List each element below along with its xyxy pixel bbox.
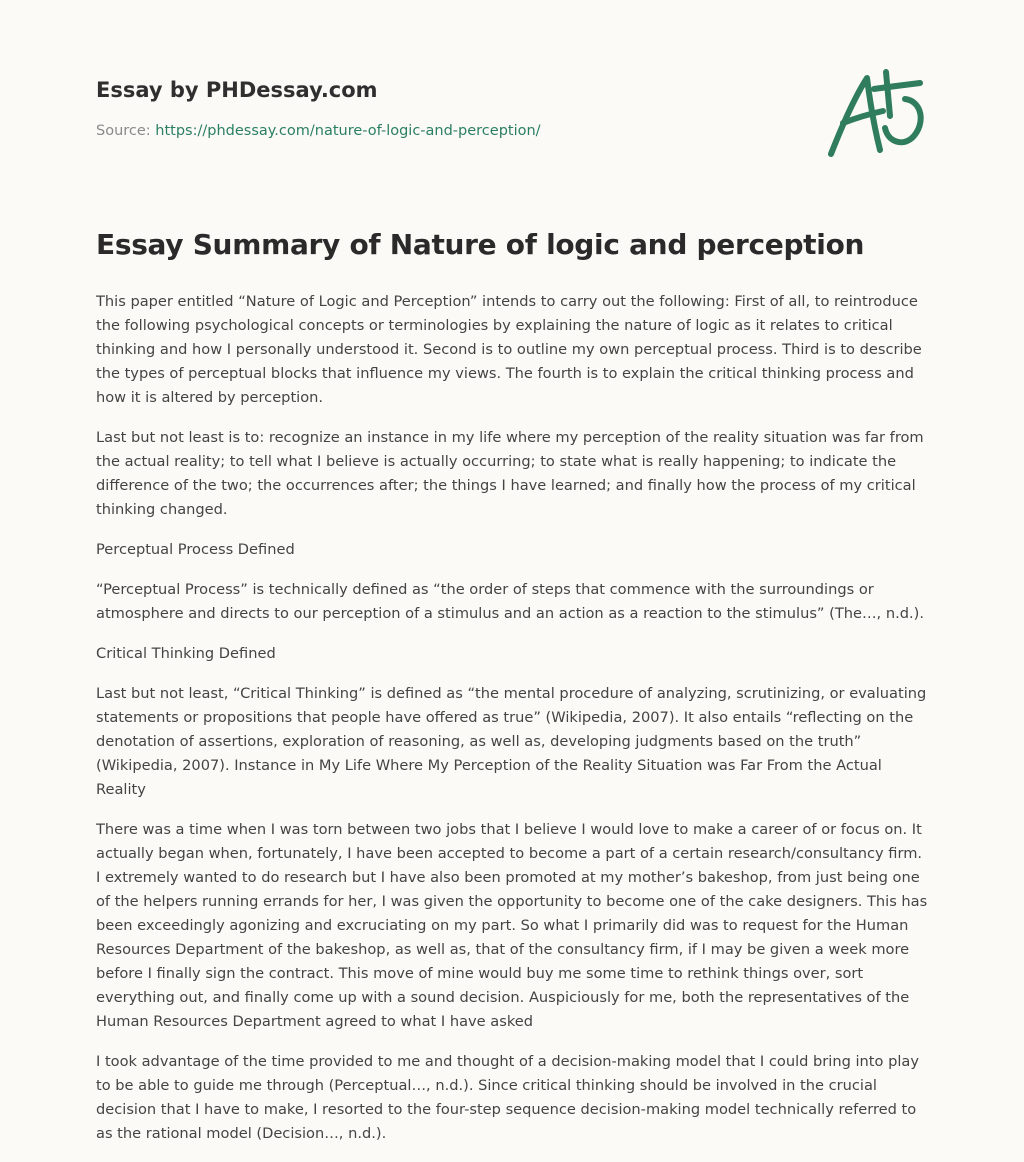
source-link[interactable]: https://phdessay.com/nature-of-logic-and-perception/ <box>155 123 541 139</box>
section-heading: Perceptual Process Defined <box>96 541 295 558</box>
paragraph: This paper entitled “Nature of Logic and Perception” intends to carry out the following: First of all, to reintroduce the following psychological concepts or terminologies by explaining the nature of logic as it relates to critical thinking and how I personally understood it. Second is to outline my own perceptual process. Third is to describe the types of perceptual blocks that influence my views. The fourth is to explain the critical thinking process and how it is altered by perception. <box>96 293 922 406</box>
section-heading: Critical Thinking Defined <box>96 645 276 662</box>
article <box>96 226 930 1162</box>
source-label: Source: <box>96 123 151 139</box>
paragraph: Last but not least, “Critical Thinking” is defined as “the mental procedure of analyzing, scrutinizing, or evaluating statements or propositions that people have offered as true” (Wikipedia, 2007). It also entails “reflecting on the denotation of assertions, exploration of reasoning, as well as, developing judgments based on the truth” (Wikipedia, 2007). Instance in My Life Where My Perception of the Reality Situation was Far From the Actual Reality <box>96 685 927 798</box>
paragraph: There was a time when I was torn between two jobs that I believe I would love to make a career of or focus on. It actually began when, fortunately, I have been accepted to become a part of a certain research/consultancy firm. I extremely wanted to do research but I have also been promoted at my mother’s bakeshop, from just being one of the helpers running errands for her, I was given the opportunity to become one of the cake designers. This has been exceedingly agonizing and excruciating on my part. So what I primarily did was to request for the Human Resources Department of the bakeshop, as well as, that of the consultancy firm, if I may be given a week more before I finally sign the contract. This move of mine would buy me some time to rethink things over, sort everything out, and finally come up with a sound decision. Auspiciously for me, both the representatives of the Human Resources Department agreed to what I have asked <box>96 821 928 1030</box>
paragraph: I took advantage of the time provided to me and thought of a decision-making model that I could bring into play to be able to guide me through (Perceptual…, n.d.). Since critical thinking should be involved in the crucial decision that I have to make, I resorted to the four-step sequence decision-making model technically referred to as the rational model (Decision…, n.d.). <box>96 1053 919 1142</box>
site-brand: Essay by PHDessay.com <box>96 78 378 102</box>
a-plus-logo <box>824 68 928 164</box>
paragraph: Last but not least is to: recognize an instance in my life where my perception of the reality situation was far from the actual reality; to tell what I believe is actually occurring; to state what is really happening; to indicate the difference of the two; the occurrences after; the things I have learned; and finally how the process of my critical thinking changed. <box>96 429 924 518</box>
source-line <box>96 123 541 139</box>
article-title: Essay Summary of Nature of logic and perception <box>96 228 865 261</box>
header <box>96 76 928 166</box>
paragraph: “Perceptual Process” is technically defined as “the order of steps that commence with the surroundings or atmosphere and directs to our perception of a stimulus and an action as a reaction to the stimulus” (The…, n.d.). <box>96 581 924 622</box>
